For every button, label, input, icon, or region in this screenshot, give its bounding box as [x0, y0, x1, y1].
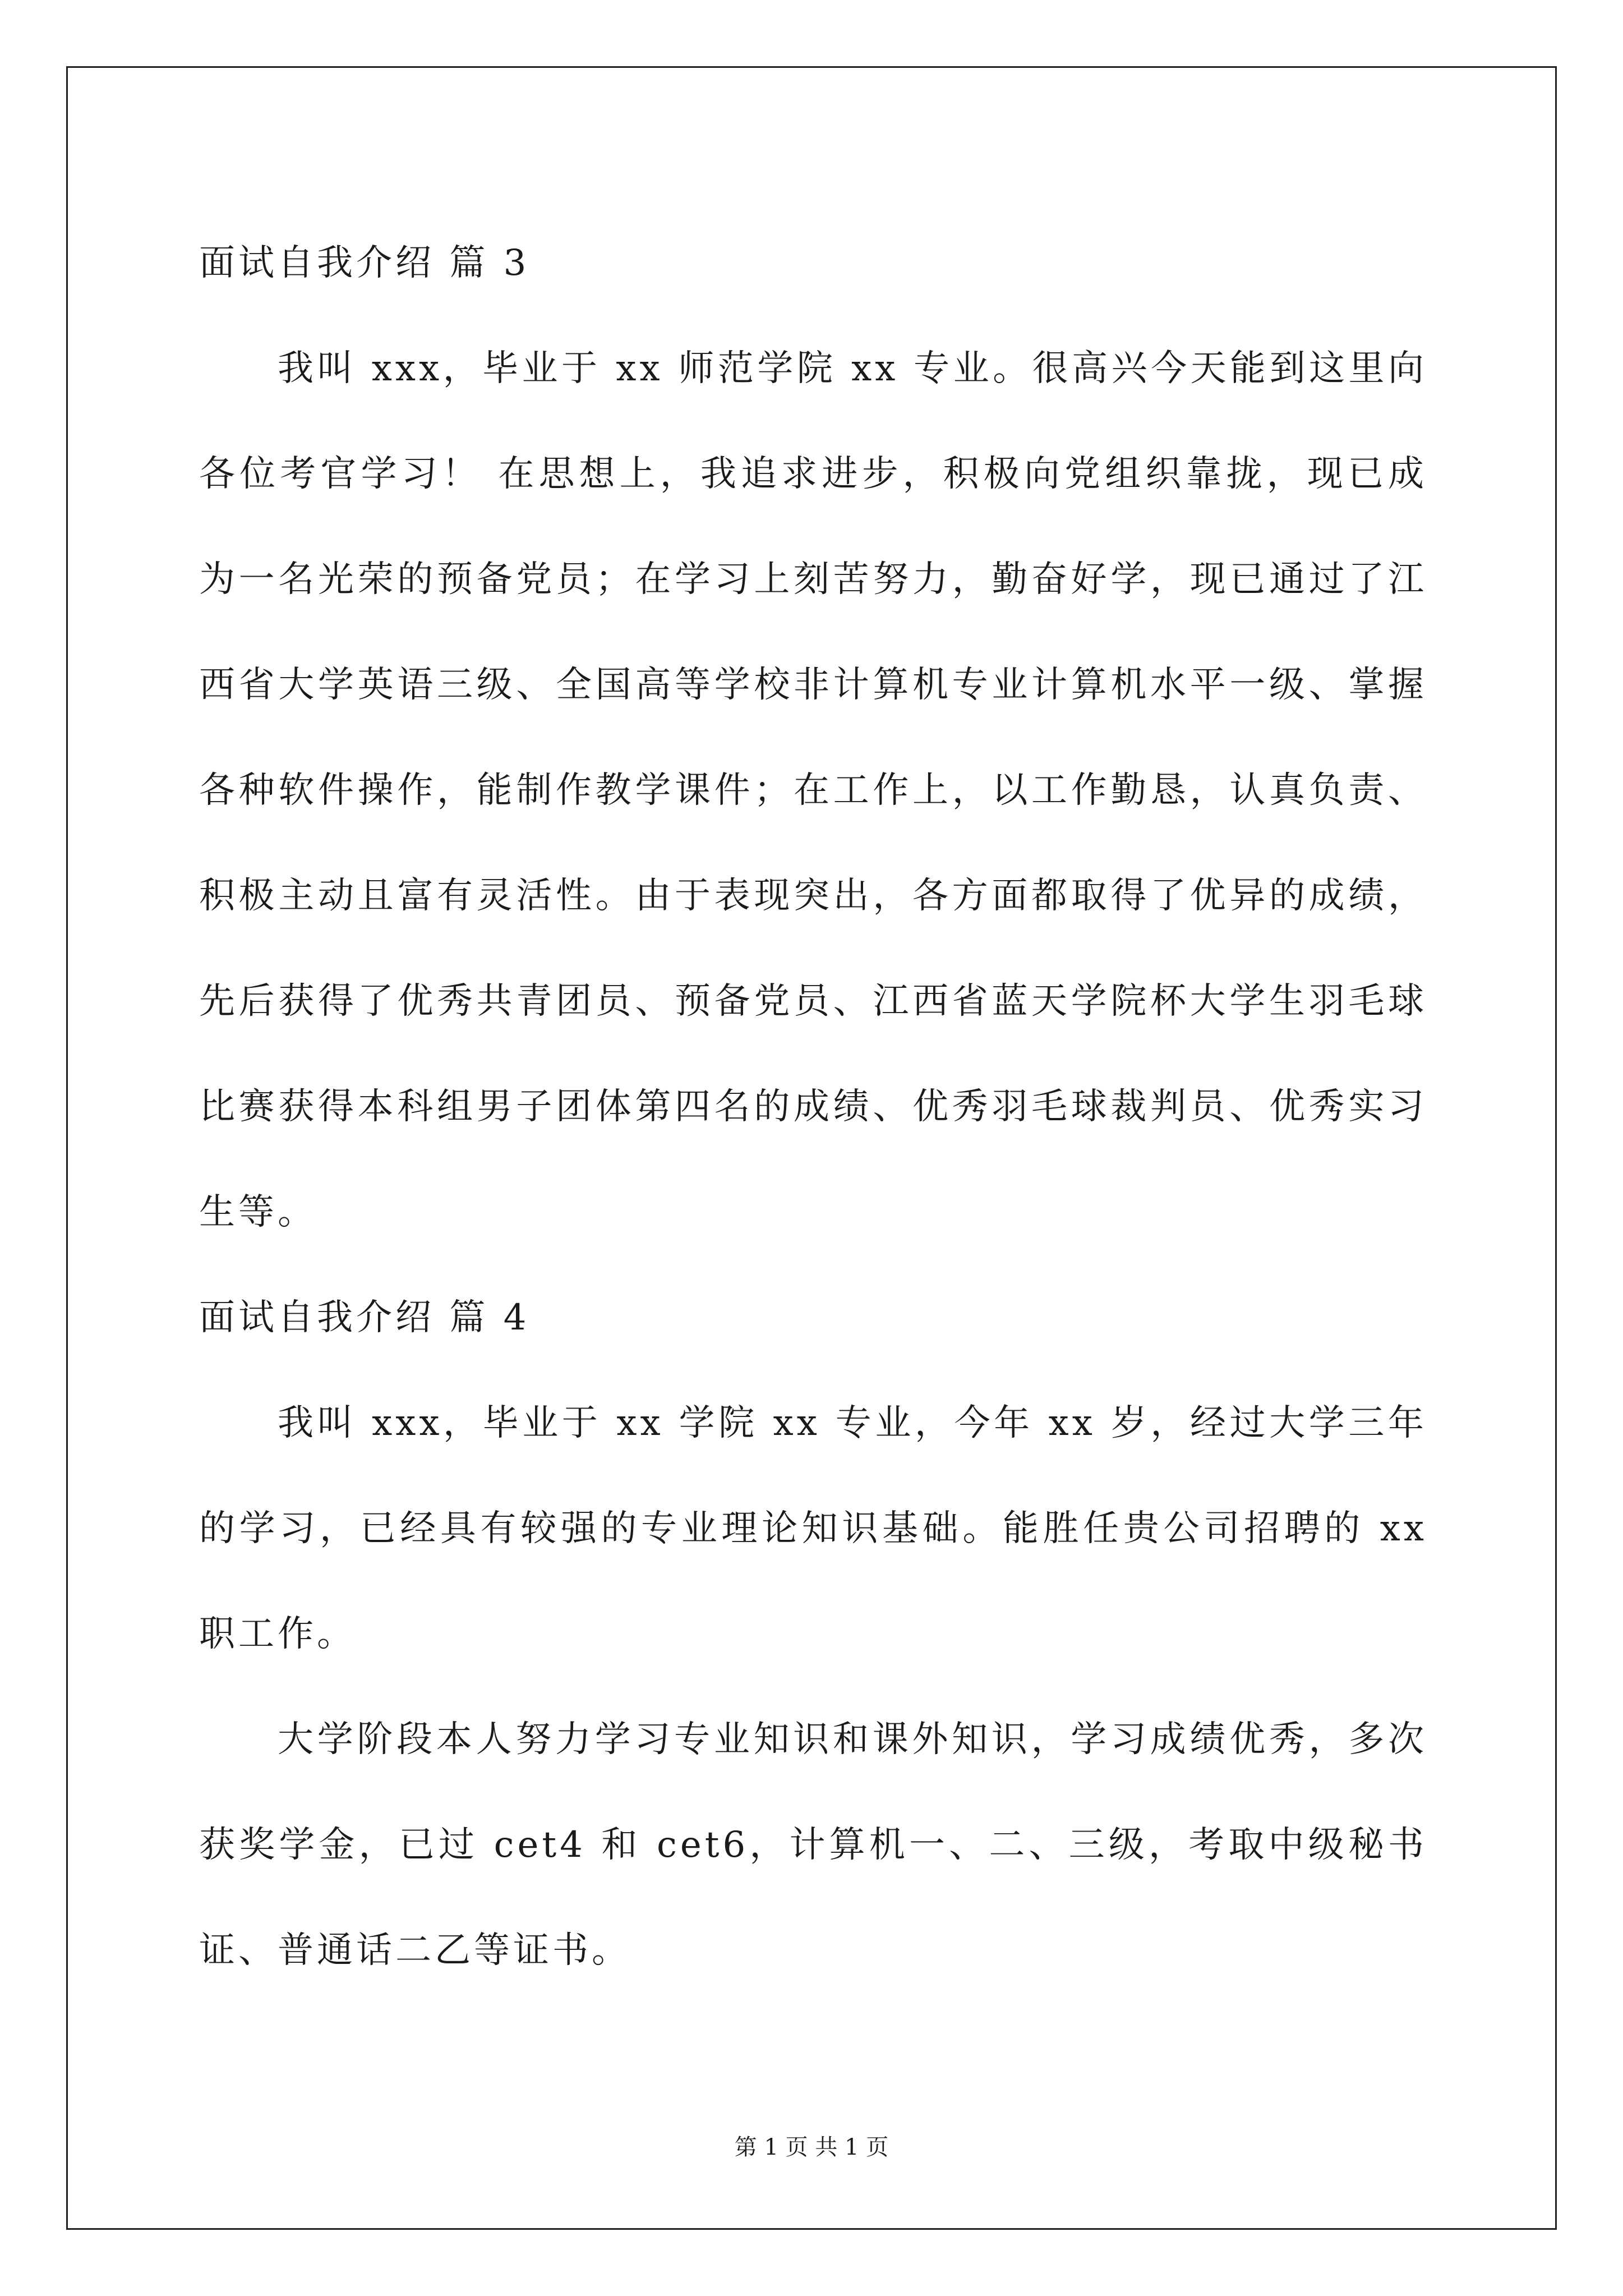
section-heading-4: 面试自我介绍 篇 4 — [199, 1297, 530, 1338]
page-footer: 第 1 页 共 1 页 — [734, 2134, 889, 2160]
paragraph-3-1: 我叫 xxx，毕业于 xx 师范学院 xx 专业。很高兴今天能到这里向各位考官学习！ 在思想上，我追求进步，积极向党组织靠拢，现已成为一名光荣的预备党员；在学习上刻苦努力，勤奋好学，现已通过了江西省大学英语三级、全国高等学校非计算机专业计算机水平一级、掌握各种软件操作，能制作教学课件；在工作上，以工作勤恳，认真负责、积极主动且富有灵活性。由于表现突出，各方面都取得了优异的成绩，先后获得了优秀共青团员、预备党员、江西省蓝天学院杯大学生羽毛球比赛获得本科组男子团体第四名的成绩、优秀羽毛球裁判员、优秀实习生等。 — [199, 348, 1427, 1233]
paragraph-4-2: 大学阶段本人努力学习专业知识和课外知识，学习成绩优秀，多次获奖学金，已过 cet4 和 cet6，计算机一、二、三级，考取中级秘书证、普通话二乙等证书。 — [199, 1719, 1427, 1971]
paragraph-4-1: 我叫 xxx，毕业于 xx 学院 xx 专业，今年 xx 岁，经过大学三年的学习，已经具有较强的专业理论知识基础。能胜任贵公司招聘的 xx 职工作。 — [199, 1402, 1427, 1655]
section-heading-3: 面试自我介绍 篇 3 — [199, 242, 530, 284]
document-body — [199, 210, 1427, 2003]
